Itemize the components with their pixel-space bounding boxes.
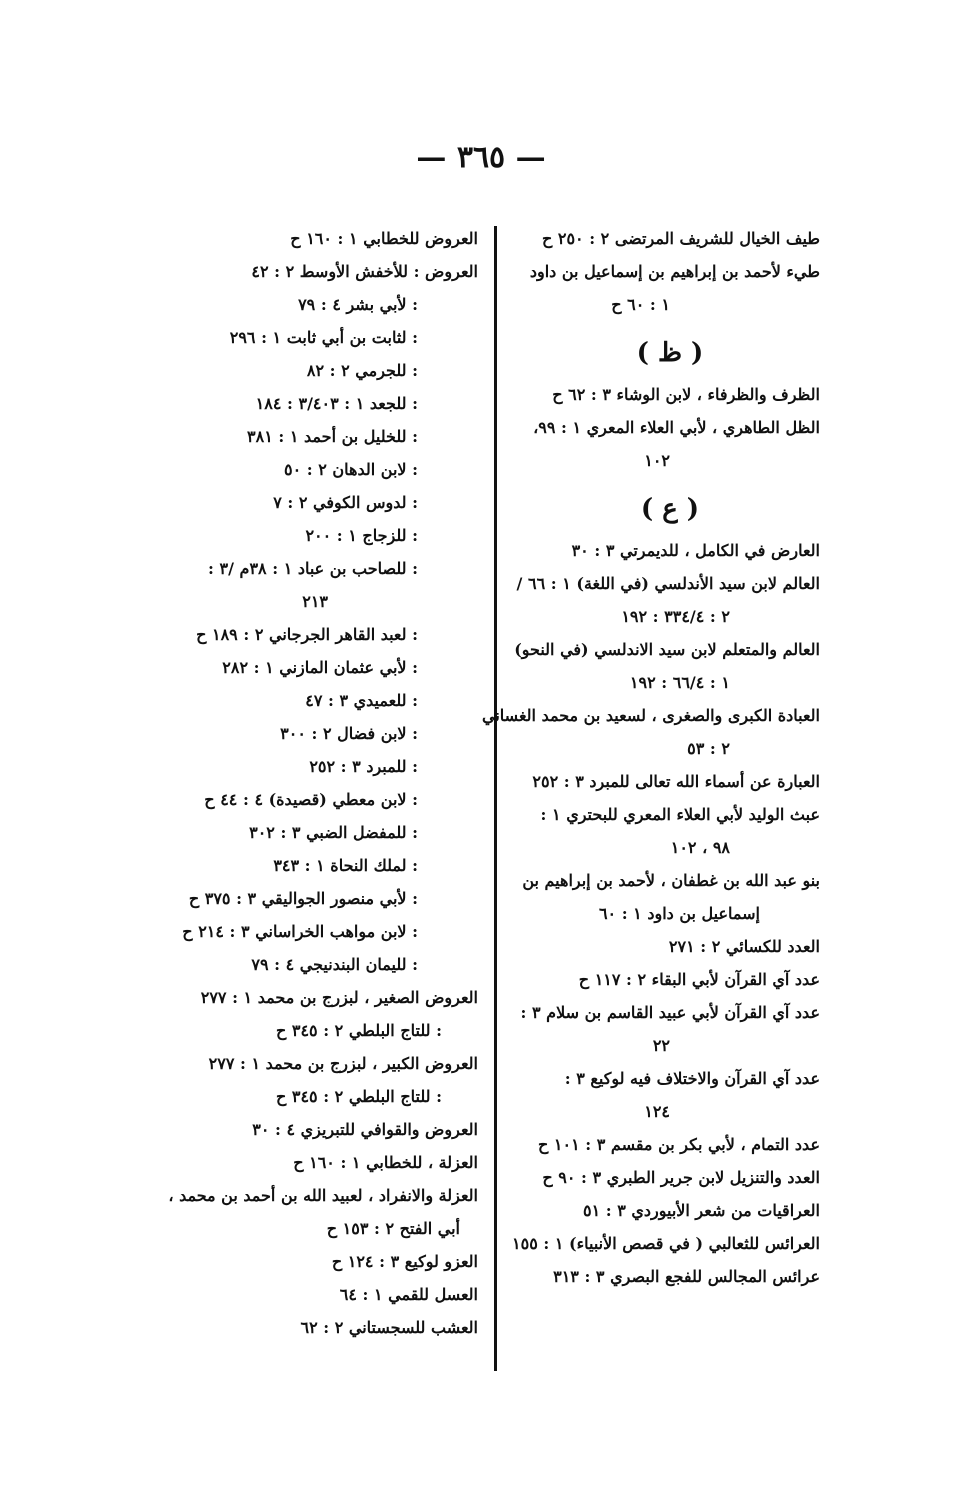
index-entry: العروض : للأخفش الأوسط ٢ : ٤٢ [251, 262, 478, 281]
index-entry-continuation: ٢١٣ [302, 592, 328, 611]
index-entry: العدد والتنزيل لابن جرير الطبري ٣ : ٩٠ ح [542, 1168, 820, 1187]
index-entry: العشب للسجستاني ٢ : ٦٢ [300, 1318, 478, 1337]
index-entry: العسل للقمي ١ : ٦٤ [339, 1285, 478, 1304]
index-entry-continuation: أبي الفتح ٢ : ١٥٣ ح [326, 1219, 460, 1238]
index-entry: عرائس المجالس للفجع البصري ٣ : ٣١٣ [553, 1267, 820, 1286]
index-entry: العدد للكسائي ٢ : ٢٧١ [668, 937, 820, 956]
index-entry: العروض الكبير ، لبزرج بن محمد ١ : ٢٧٧ [208, 1054, 478, 1073]
index-entry: العراقيات من شعر الأبيوردي ٣ : ٥١ [582, 1201, 820, 1220]
index-subentry: : لابن فضال ٢ : ٣٠٠ [280, 724, 418, 743]
index-entry: العالم لابن سيد الأندلسي (في اللغة) ١ : ٦٦ / [516, 574, 820, 593]
index-subentry: : للعميدي ٣ : ٤٧ [305, 691, 418, 710]
index-entry-continuation: ٩٨ ، ١٠٢ [670, 838, 730, 857]
index-entry: العروض والقوافي للتبريزي ٤ : ٣٠ [252, 1120, 478, 1139]
page-number: — ٣٦٥ — [416, 140, 546, 175]
index-subentry: : للصاحب بن عباد ١ : ٣٨م /٣ : [208, 559, 418, 578]
index-subentry: : لثابت بن أبي ثابت ١ : ٢٩٦ [229, 328, 418, 347]
index-subentry: : لأبي بشر ٤ : ٧٩ [298, 295, 418, 314]
section-letter-heading: ( ع ) [640, 494, 700, 524]
index-entry: العرائس للثعالبي ( في قصص الأنبياء) ١ : ١٥٥ [512, 1234, 820, 1253]
index-subentry: : للجعد ١ : ٣/٤٠٣ : ١٨٤ [255, 394, 418, 413]
index-entry: العزلة ، للخطابي ١ : ١٦٠ ح [293, 1153, 478, 1172]
index-entry: الظرف والظرفاء ، لابن الوشاء ٣ : ٦٢ ح [552, 385, 820, 404]
index-subentry: : لابن الدهان ٢ : ٥٠ [284, 460, 418, 479]
index-entry: العزلة والانفراد ، لعبيد الله بن أحمد بن محمد ، [168, 1186, 478, 1205]
section-letter-heading: ( ظ ) [636, 338, 704, 368]
index-subentry: : لعبد القاهر الجرجاني ٢ : ١٨٩ ح [196, 625, 418, 644]
index-entry: عدد آي القرآن والاختلاف فيه لوكيع ٣ : [564, 1069, 820, 1088]
index-entry-continuation: ١ : ٦٦/٤ : ١٩٢ [629, 673, 730, 692]
index-subentry: : لليمان البندنيجي ٤ : ٧٩ [251, 955, 418, 974]
index-subentry: : لابن مواهب الخراساني ٣ : ٢١٤ ح [182, 922, 418, 941]
index-subentry: : للجرمي ٢ : ٨٢ [306, 361, 418, 380]
index-subentry: : للمبرد ٣ : ٢٥٢ [309, 757, 418, 776]
left-column [158, 222, 478, 1344]
index-subentry: : للخليل بن أحمد ١ : ٣٨١ [247, 427, 418, 446]
index-entry: عدد آي القرآن لأبي عبيد القاسم بن سلام ٣ : [520, 1003, 820, 1022]
index-subentry: : للتاج البلطي ٢ : ٣٤٥ ح [275, 1087, 442, 1106]
index-subentry: : لملك النحاة ١ : ٣٤٣ [273, 856, 418, 875]
column-divider [494, 226, 497, 1371]
index-subentry: : للزجاج ١ : ٢٠٠ [305, 526, 418, 545]
index-subentry: : لأبي عثمان المازني ١ : ٢٨٢ [222, 658, 418, 677]
index-entry: طيف الخيال للشريف المرتضى ٢ : ٢٥٠ ح [541, 229, 820, 248]
index-entry-continuation: ٢ : ٣٣٤/٤ : ١٩٢ [621, 607, 730, 626]
index-entry: العزو لوكيع ٣ : ١٢٤ ح [331, 1252, 478, 1271]
index-entry-continuation: ١٢٤ [644, 1102, 670, 1121]
index-entry-continuation: ٢٢ [652, 1036, 670, 1055]
index-entry: عدد التمام ، لأبي بكر بن مقسم ٣ : ١٠١ ح [538, 1135, 820, 1154]
index-entry-continuation: ٢ : ٥٣ [687, 739, 730, 758]
index-subentry: : للمفضل الضبي ٣ : ٣٠٢ [249, 823, 418, 842]
index-entry: العروض للخطابي ١ : ١٦٠ ح [290, 229, 478, 248]
index-subentry: : لدوس الكوفي ٢ : ٧ [273, 493, 418, 512]
index-subentry: : لأبي منصور الجواليقي ٣ : ٣٧٥ ح [188, 889, 418, 908]
index-entry-continuation: ١ : ٦٠ ح [611, 295, 670, 314]
index-entry: عبث الوليد لأبي العلاء المعري للبحتري ١ : [540, 805, 820, 824]
index-entry: العبارة عن أسماء الله تعالى للمبرد ٣ : ٢٥٢ [532, 772, 820, 791]
index-entry: بنو عبد الله بن غطفان ، لأحمد بن إبراهيم بن [522, 871, 820, 890]
index-entry-continuation: إسماعيل بن داود ١ : ٦٠ [598, 904, 760, 923]
index-entry: العروض الصغير ، لبزرج بن محمد ١ : ٢٧٧ [200, 988, 478, 1007]
index-subentry: : لابن معطي (قصيدة) ٤ : ٤٤ ح [204, 790, 418, 809]
index-subentry: : للتاج البلطي ٢ : ٣٤٥ ح [275, 1021, 442, 1040]
index-entry: العالم والمتعلم لابن سيد الاندلسي (في النحو) [514, 640, 820, 659]
index-entry-continuation: ١٠٢ [644, 451, 670, 470]
index-entry: الظل الطاهري ، لأبي العلاء المعري ١ : ٩٩، [533, 418, 820, 437]
index-entry: طيء لأحمد بن إبراهيم بن إسماعيل بن داود [529, 262, 820, 281]
index-entry: العبادة الكبرى والصغرى ، لسعيد بن محمد الغساني [482, 706, 820, 725]
index-entry: عدد آي القرآن لأبي البقاء ٢ : ١١٧ ح [578, 970, 820, 989]
index-entry: العارض في الكامل ، للديمرتي ٣ : ٣٠ [571, 541, 820, 560]
right-column [482, 222, 820, 1293]
